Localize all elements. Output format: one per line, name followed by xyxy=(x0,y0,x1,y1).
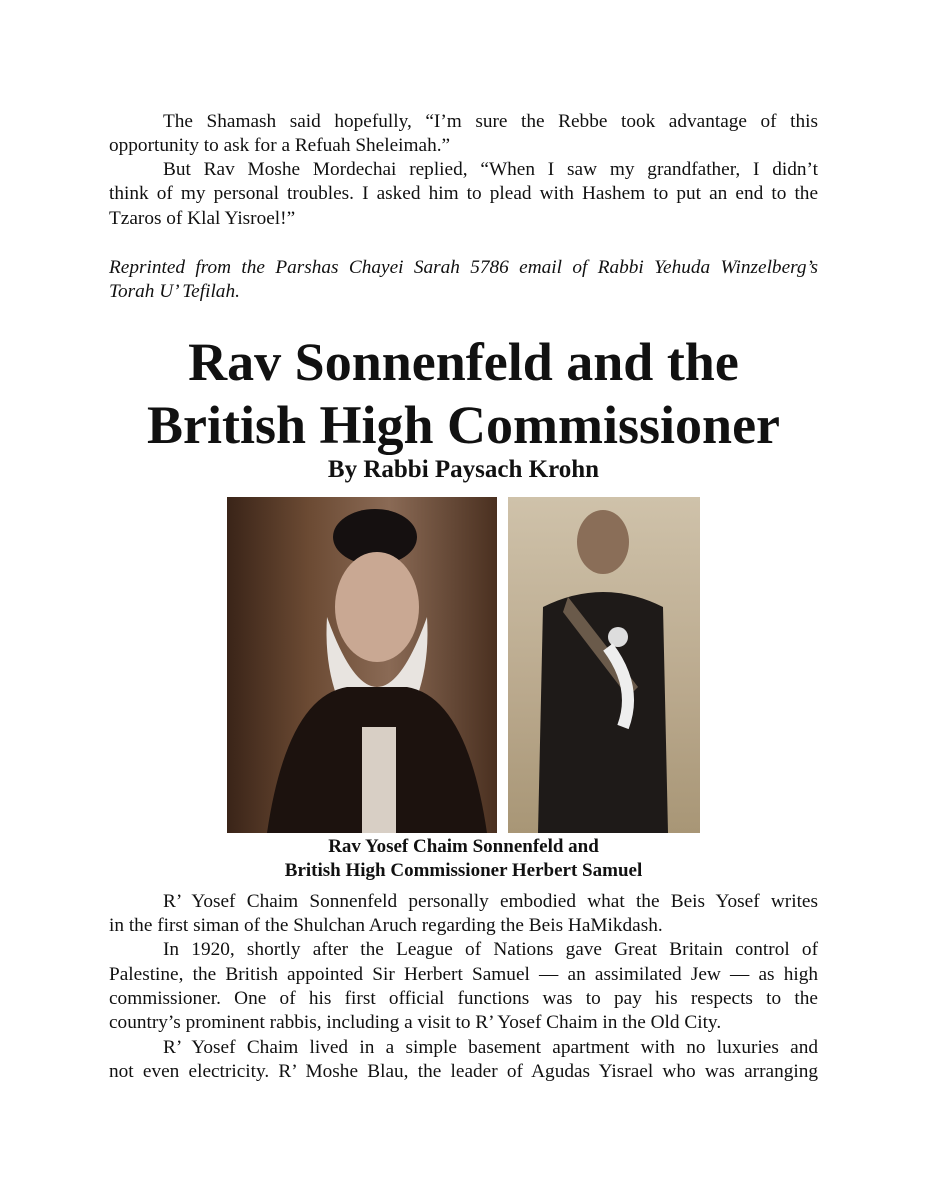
body-line: R’ Yosef Chaim lived in a simple basement apartment with no luxuries and xyxy=(163,1037,818,1058)
reprint-note: Reprinted from the Parshas Chayei Sarah 5786 email of Rabbi Yehuda Winzelberg’s xyxy=(109,257,818,278)
reprint-note: Torah U’ Tefilah. xyxy=(109,281,240,302)
body-line: In 1920, shortly after the League of Nations gave Great Britain control of xyxy=(163,939,818,960)
body-line: But Rav Moshe Mordechai replied, “When I saw my grandfather, I didn’t xyxy=(163,159,818,180)
photo-caption: Rav Yosef Chaim Sonnenfeld and xyxy=(328,836,599,857)
body-line: think of my personal troubles. I asked him to plead with Hashem to put an end to the xyxy=(109,183,818,204)
photo-caption: British High Commissioner Herbert Samuel xyxy=(284,860,643,881)
body-line: The Shamash said hopefully, “I’m sure the Rebbe took advantage of this xyxy=(163,111,818,132)
photo-rav-sonnenfeld xyxy=(227,497,497,833)
body-line: in the first siman of the Shulchan Aruch regarding the Beis HaMikdash. xyxy=(109,915,663,936)
body-line: country’s prominent rabbis, including a visit to R’ Yosef Chaim in the Old City. xyxy=(109,1012,722,1033)
body-line: Palestine, the British appointed Sir Herbert Samuel — an assimilated Jew — as high xyxy=(109,964,818,985)
body-line: commissioner. One of his first official functions was to pay his respects to the xyxy=(109,988,818,1009)
article-title: British High Commissioner xyxy=(146,395,781,455)
body-line: Tzaros of Klal Yisroel!” xyxy=(109,208,296,229)
body-line: not even electricity. R’ Moshe Blau, the leader of Agudas Yisrael who was arranging xyxy=(109,1061,818,1082)
article-title: Rav Sonnenfeld and the xyxy=(188,332,739,392)
article-byline: By Rabbi Paysach Krohn xyxy=(327,456,600,483)
photo-herbert-samuel xyxy=(508,497,700,833)
body-line: R’ Yosef Chaim Sonnenfeld personally embodied what the Beis Yosef writes xyxy=(163,891,818,912)
body-line: opportunity to ask for a Refuah Sheleimah.” xyxy=(109,135,451,156)
